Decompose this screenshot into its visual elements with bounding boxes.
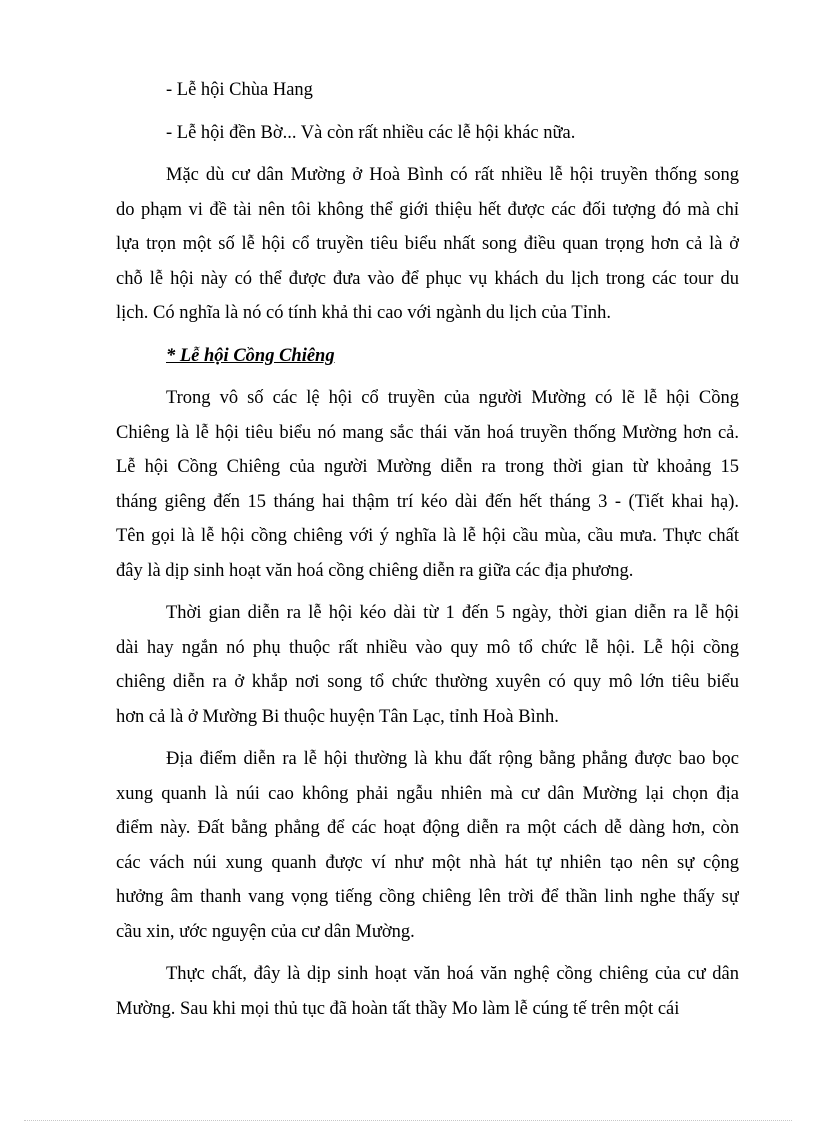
text-line: Thời gian diễn ra lễ hội kéo dài từ 1 đến 5 ngày, thời gian diễn ra lễ hội: [166, 603, 739, 623]
text-line: cầu xin, ước nguyện của cư dân Mường.: [116, 921, 415, 942]
text-line: xung quanh là núi cao không phải ngẫu nhiên mà cư dân Mường lại chọn địa: [116, 783, 739, 804]
text-line: dài hay ngắn nó phụ thuộc rất nhiều vào quy mô tổ chức lễ hội. Lễ hội cồng: [116, 637, 739, 658]
text-line: - Lễ hội Chùa Hang: [166, 80, 313, 100]
text-line: Tên gọi là lễ hội cồng chiêng với ý nghĩa là lễ hội cầu mùa, cầu mưa. Thực chất: [116, 526, 739, 546]
text-line: chỗ lễ hội này có thể được đưa vào để phục vụ khách du lịch trong các tour du: [116, 268, 739, 289]
paragraph: [116, 742, 739, 949]
page-bottom-divider: [24, 1120, 792, 1121]
text-line: Mường. Sau khi mọi thủ tục đã hoàn tất thầy Mo làm lễ cúng tế trên một cái: [116, 998, 680, 1019]
text-line: điểm này. Đất bằng phẳng để các hoạt động diễn ra một cách dễ dàng hơn, còn: [116, 818, 739, 838]
text-line: hưởng âm thanh vang vọng tiếng cồng chiêng lên trời để thần linh nghe thấy sự: [116, 887, 739, 907]
paragraph: [116, 381, 739, 588]
paragraph: [116, 158, 739, 331]
text-line: lịch. Có nghĩa là nó có tính khả thi cao với ngành du lịch của Tỉnh.: [116, 303, 611, 323]
text-line: Thực chất, đây là dịp sinh hoạt văn hoá văn nghệ cồng chiêng của cư dân: [166, 964, 739, 984]
paragraph: [116, 957, 739, 1026]
text-line: Trong vô số các lệ hội cổ truyền của người Mường có lẽ lễ hội Cồng: [166, 388, 739, 408]
text-line: hơn cả là ở Mường Bi thuộc huyện Tân Lạc, tỉnh Hoà Bình.: [116, 706, 559, 727]
text-line: do phạm vi đề tài nên tôi không thể giới thiệu hết được các đối tượng đó mà chỉ: [116, 199, 739, 220]
text-line: * Lễ hội Cồng Chiêng: [166, 345, 335, 366]
text-line: tháng giêng đến 15 tháng hai thậm trí kéo dài đến hết tháng 3 - (Tiết khai hạ).: [116, 491, 739, 512]
text-line: đây là dịp sinh hoạt văn hoá cồng chiêng diễn ra giữa các địa phương.: [116, 560, 634, 581]
text-line: chiêng diễn ra ở khắp nơi song tổ chức thường xuyên có quy mô lớn tiêu biểu: [116, 672, 739, 692]
text-line: - Lễ hội đền Bờ... Và còn rất nhiều các lễ hội khác nữa.: [166, 122, 576, 143]
text-line: lựa trọn một số lễ hội cổ truyền tiêu biểu nhất song điều quan trọng hơn cả là ở: [116, 234, 739, 254]
bullet-item: [116, 116, 739, 151]
text-line: Chiêng là lễ hội tiêu biểu nó mang sắc thái văn hoá truyền thống Mường hơn cả.: [116, 422, 739, 443]
text-line: các vách núi xung quanh được ví như một nhà hát tự nhiên tạo nên sự cộng: [116, 852, 739, 873]
document-body: [116, 73, 739, 1026]
section-heading: [116, 339, 739, 374]
text-line: Lễ hội Cồng Chiêng của người Mường diễn ra trong thời gian từ khoảng 15: [116, 457, 739, 477]
text-line: Địa điểm diễn ra lễ hội thường là khu đất rộng bằng phẳng được bao bọc: [166, 749, 739, 769]
text-line: Mặc dù cư dân Mường ở Hoà Bình có rất nhiều lễ hội truyền thống song: [166, 165, 739, 185]
bullet-item: [116, 73, 739, 108]
paragraph: [116, 596, 739, 734]
